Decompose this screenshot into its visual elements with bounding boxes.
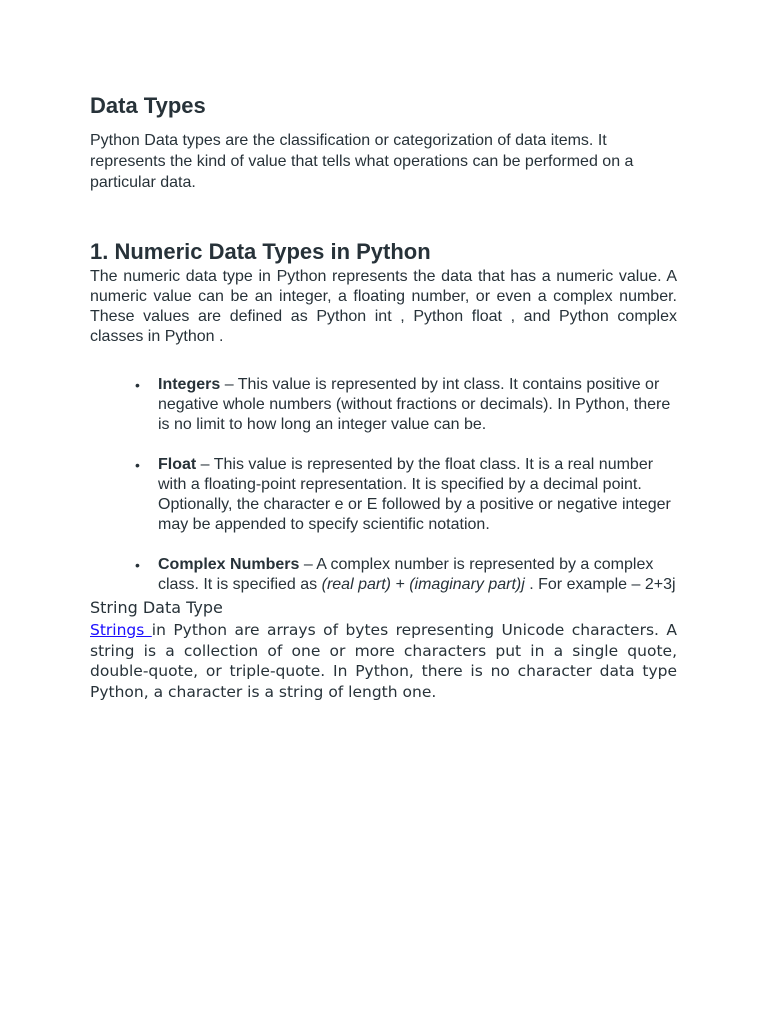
intro-paragraph: Python Data types are the classification or categorization of data items. It represents the kind of value that tells what operations can be performed on a particular data. [90,132,634,191]
document-page [90,92,677,702]
string-description: in Python are arrays of bytes representing Unicode characters. A string is a collection of one or more characters put in a single quote, double-quote, or triple-quote. In Python, there is no character data type Python, a character is a string of length one. [90,621,677,701]
float-description: – This value is represented by the float class. It is a real number with a floating-point representation. It is specified by a decimal point. Optionally, the character e or E followed by a positive or negative integer may be appended to specify scientific notation. [158,456,671,533]
bullet-icon: • [135,377,140,393]
list-item-complex [135,555,677,595]
list-item-float [135,455,677,535]
string-section-heading: String Data Type [90,598,223,617]
term-float: Float [158,456,197,473]
complex-example: . For example – 2+3j [524,576,676,593]
complex-description: – A complex number is represented by a complex class. It is specified as [158,556,654,593]
bullet-icon: • [135,557,140,573]
integers-description: – This value is represented by int class. It contains positive or negative whole numbers (without fractions or decimals). In Python, there is no limit to how long an integer value can be. [158,376,671,433]
string-section-paragraph [90,620,677,702]
numeric-section-paragraph: The numeric data type in Python represents the data that has a numeric value. A numeric value can be an integer, a floating number, or even a complex number. These values are defined as Python int , Python float , and Python complex classes in Python . [90,268,677,345]
strings-link[interactable]: Strings [90,621,152,639]
bullet-icon: • [135,457,140,473]
term-integers: Integers [158,376,221,393]
term-complex-numbers: Complex Numbers [158,556,300,573]
page-title: Data Types [90,93,206,118]
numeric-section-heading: 1. Numeric Data Types in Python [90,239,431,264]
numeric-types-list [90,375,677,595]
complex-formula: (real part) + (imaginary part)j [321,576,525,593]
list-item-integers [135,375,677,435]
